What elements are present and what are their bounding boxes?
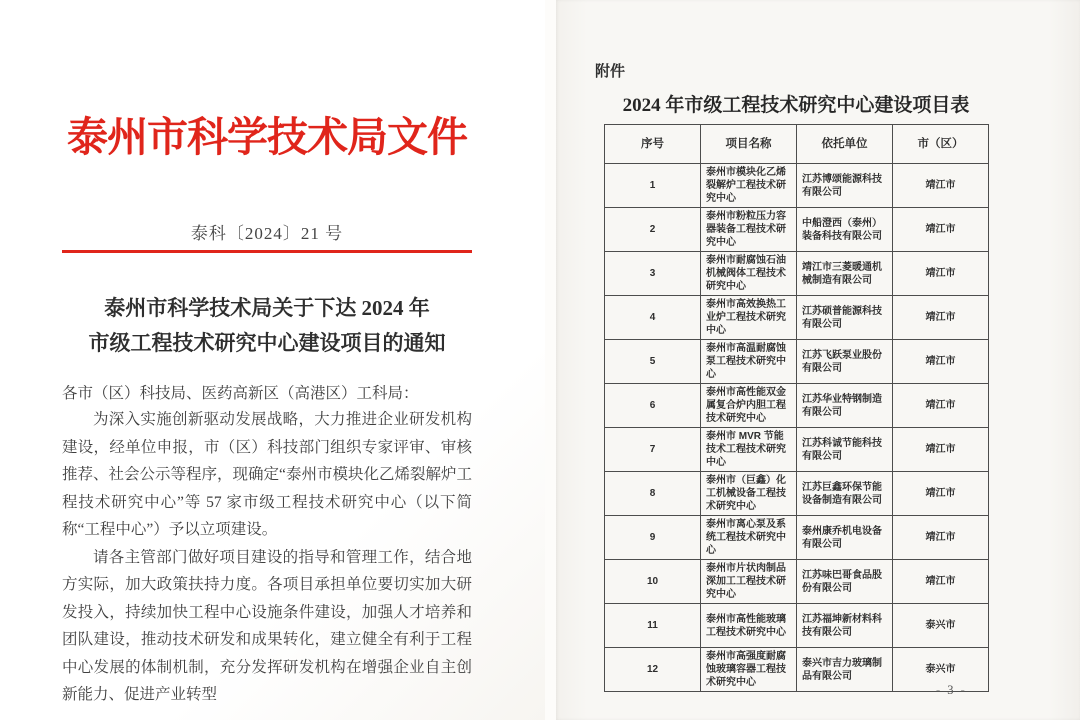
table-row bbox=[605, 560, 989, 604]
table-cell-seq: 2 bbox=[605, 208, 701, 252]
table-cell-project: 泰州市离心泵及系统工程技术研究中心 bbox=[701, 516, 797, 560]
table-row bbox=[605, 648, 989, 692]
table-cell-unit: 中船澄西（泰州）装备科技有限公司 bbox=[797, 208, 893, 252]
table-cell-city: 靖江市 bbox=[893, 296, 989, 340]
table-cell-seq: 5 bbox=[605, 340, 701, 384]
salutation: 各市（区）科技局、医药高新区（高港区）工科局： bbox=[62, 385, 419, 402]
table-cell-seq: 9 bbox=[605, 516, 701, 560]
table-cell-seq: 8 bbox=[605, 472, 701, 516]
table-cell-project: 泰州市（巨鑫）化工机械设备工程技术研究中心 bbox=[701, 472, 797, 516]
table-cell-project: 泰州市 MVR 节能技术工程技术研究中心 bbox=[701, 428, 797, 472]
table-cell-unit: 江苏巨鑫环保节能设备制造有限公司 bbox=[797, 472, 893, 516]
col-header-seq: 序号 bbox=[605, 125, 701, 164]
table-cell-city: 靖江市 bbox=[893, 164, 989, 208]
table-cell-project: 泰州市高温耐腐蚀泵工程技术研究中心 bbox=[701, 340, 797, 384]
table-cell-seq: 3 bbox=[605, 252, 701, 296]
table-cell-seq: 12 bbox=[605, 648, 701, 692]
table-cell-project: 泰州市耐腐蚀石油机械阀体工程技术研究中心 bbox=[701, 252, 797, 296]
table-cell-unit: 江苏博颂能源科技有限公司 bbox=[797, 164, 893, 208]
table-cell-seq: 7 bbox=[605, 428, 701, 472]
table-cell-city: 靖江市 bbox=[893, 516, 989, 560]
table-cell-city: 靖江市 bbox=[893, 472, 989, 516]
table-cell-unit: 泰州康乔机电设备有限公司 bbox=[797, 516, 893, 560]
table-row bbox=[605, 472, 989, 516]
table-cell-unit: 江苏华业特钢制造有限公司 bbox=[797, 384, 893, 428]
table-title: 2024 年市级工程技术研究中心建设项目表 bbox=[622, 95, 970, 116]
col-header-city: 市（区） bbox=[893, 125, 989, 164]
table-row bbox=[605, 340, 989, 384]
body-paragraph: 为深入实施创新驱动发展战略，大力推进企业研发机构建设，经单位申报，市（区）科技部门组织专家评审、审核推荐、社会公示等程序，现确定“泰州市模块化乙烯裂解炉工程技术研究中心”等 57 家市级工程技术研究中心（以下简称“工程中心”）予以立项建设。 bbox=[62, 411, 472, 538]
page-number: - 3 - bbox=[936, 683, 967, 697]
right-page bbox=[556, 0, 1080, 720]
table-cell-unit: 靖江市三菱暖通机械制造有限公司 bbox=[797, 252, 893, 296]
table-cell-project: 泰州市粉粒压力容器装备工程技术研究中心 bbox=[701, 208, 797, 252]
agency-masthead: 泰州市科学技术局文件 bbox=[67, 114, 467, 160]
notice-title bbox=[62, 291, 472, 361]
projects-table-body bbox=[605, 164, 989, 692]
table-cell-project: 泰州市高效换热工业炉工程技术研究中心 bbox=[701, 296, 797, 340]
table-cell-seq: 11 bbox=[605, 604, 701, 648]
table-cell-project: 泰州市模块化乙烯裂解炉工程技术研究中心 bbox=[701, 164, 797, 208]
col-header-unit: 依托单位 bbox=[797, 125, 893, 164]
table-cell-unit: 江苏福坤新材料科技有限公司 bbox=[797, 604, 893, 648]
attachment-label: 附件 bbox=[595, 64, 626, 80]
table-cell-seq: 10 bbox=[605, 560, 701, 604]
notice-title-line1: 泰州市科学技术局关于下达 2024 年 bbox=[104, 296, 430, 320]
table-cell-seq: 6 bbox=[605, 384, 701, 428]
document-number: 泰科〔2024〕21 号 bbox=[190, 224, 344, 243]
table-cell-unit: 泰兴市吉力玻璃制品有限公司 bbox=[797, 648, 893, 692]
projects-table-head bbox=[605, 125, 989, 164]
table-row bbox=[605, 428, 989, 472]
table-cell-unit: 江苏科诚节能科技有限公司 bbox=[797, 428, 893, 472]
table-cell-city: 泰兴市 bbox=[893, 604, 989, 648]
table-row bbox=[605, 604, 989, 648]
notice-title-line2: 市级工程技术研究中心建设项目的通知 bbox=[88, 331, 446, 355]
table-cell-city: 靖江市 bbox=[893, 340, 989, 384]
table-cell-seq: 4 bbox=[605, 296, 701, 340]
header-row bbox=[605, 125, 989, 164]
red-divider bbox=[62, 250, 472, 253]
table-cell-project: 泰州市高性能玻璃工程技术研究中心 bbox=[701, 604, 797, 648]
table-row bbox=[605, 296, 989, 340]
table-cell-city: 泰兴市 bbox=[893, 648, 989, 692]
table-cell-seq: 1 bbox=[605, 164, 701, 208]
projects-table bbox=[604, 124, 989, 692]
table-cell-city: 靖江市 bbox=[893, 252, 989, 296]
table-cell-project: 泰州市高性能双金属复合炉内胆工程技术研究中心 bbox=[701, 384, 797, 428]
notice-body bbox=[62, 406, 472, 709]
table-row bbox=[605, 164, 989, 208]
table-row bbox=[605, 252, 989, 296]
table-cell-unit: 江苏硕普能源科技有限公司 bbox=[797, 296, 893, 340]
table-cell-unit: 江苏飞跃泵业股份有限公司 bbox=[797, 340, 893, 384]
table-cell-city: 靖江市 bbox=[893, 208, 989, 252]
table-row bbox=[605, 208, 989, 252]
table-row bbox=[605, 516, 989, 560]
table-row bbox=[605, 384, 989, 428]
table-cell-project: 泰州市高强度耐腐蚀玻璃容器工程技术研究中心 bbox=[701, 648, 797, 692]
col-header-project: 项目名称 bbox=[701, 125, 797, 164]
body-paragraph: 请各主管部门做好项目建设的指导和管理工作，结合地方实际，加大政策扶持力度。各项目承担单位要切实加大研发投入，持续加快工程中心设施条件建设，加强人才培养和团队建设，推动技术研发和成果转化，建立健全有利于工程中心发展的体制机制，充分发挥研发机构在增强企业自主创新能力、促进产业转型 bbox=[62, 548, 472, 703]
table-cell-city: 靖江市 bbox=[893, 384, 989, 428]
table-cell-city: 靖江市 bbox=[893, 560, 989, 604]
table-cell-city: 靖江市 bbox=[893, 428, 989, 472]
table-cell-project: 泰州市片状肉制品深加工工程技术研究中心 bbox=[701, 560, 797, 604]
table-cell-unit: 江苏味巴哥食品股份有限公司 bbox=[797, 560, 893, 604]
